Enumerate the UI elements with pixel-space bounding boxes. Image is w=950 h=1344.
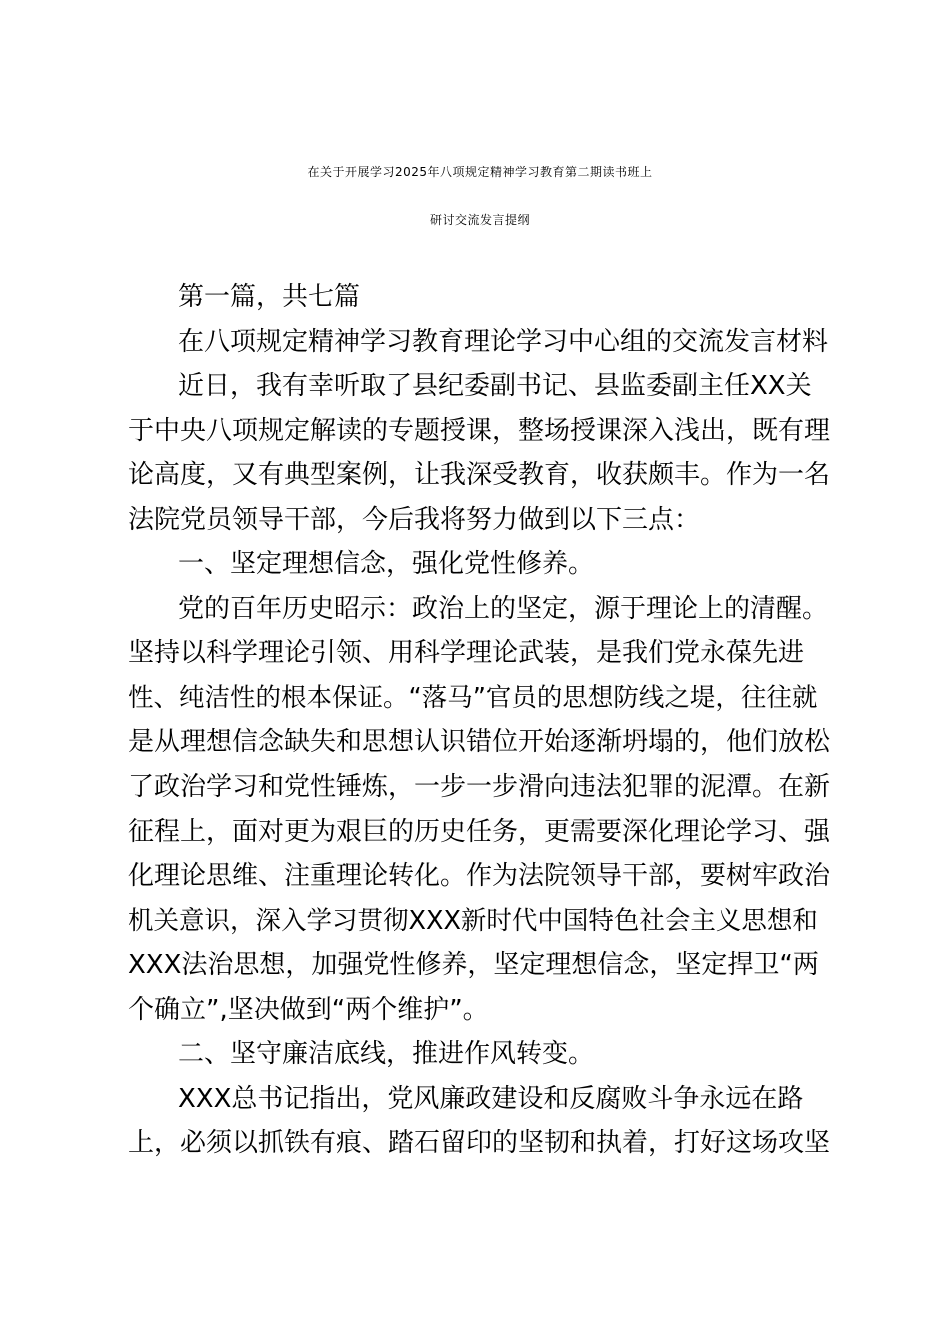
document-title-line-2: 研讨交流发言提纲 — [429, 213, 530, 227]
body-text-line: XXX法治思想，加强党性修养，坚定理想信念，坚定捍卫“两 — [128, 950, 819, 980]
section-heading: 一、坚定理想信念，强化党性修养。 — [178, 549, 595, 579]
subtitle-line: 在八项规定精神学习教育理论学习中心组的交流发言材料 — [178, 327, 829, 357]
section-label: 第一篇，共七篇 — [178, 282, 361, 312]
body-text-line: 坚持以科学理论引领、用科学理论武装，是我们党永葆先进 — [128, 638, 805, 668]
body-text-line: 机关意识，深入学习贯彻XXX新时代中国特色社会主义思想和 — [128, 906, 818, 936]
body-text-line: 于中央八项规定解读的专题授课，整场授课深入浅出，既有理 — [128, 416, 831, 446]
body-text-line: 上，必须以抓铁有痕、踏石留印的坚韧和执着，打好这场攻坚 — [128, 1128, 831, 1158]
body-text-line: 近日，我有幸听取了县纪委副书记、县监委副主任XX关 — [178, 371, 812, 401]
body-text-line: XXX总书记指出，党风廉政建设和反腐败斗争永远在路 — [178, 1084, 804, 1114]
body-text-line: 化理论思维、注重理论转化。作为法院领导干部，要树牢政治 — [128, 861, 831, 891]
body-text-line: 了政治学习和党性锤炼，一步一步滑向违法犯罪的泥潭。在新 — [128, 772, 831, 802]
body-text-line: 征程上，面对更为艰巨的历史任务，更需要深化理论学习、强 — [128, 817, 831, 847]
document-title-line-1: 在关于开展学习2025年八项规定精神学习教育第二期读书班上 — [307, 165, 653, 179]
body-text-line: 党的百年历史昭示：政治上的坚定，源于理论上的清醒。 — [178, 594, 829, 624]
body-text-line: 是从理想信念缺失和思想认识错位开始逐渐坍塌的，他们放松 — [128, 727, 831, 757]
section-heading: 二、坚守廉洁底线，推进作风转变。 — [178, 1039, 595, 1069]
body-text-line: 论高度，又有典型案例，让我深受教育，收获颇丰。作为一名 — [128, 460, 831, 490]
body-text-line: 法院党员领导干部，今后我将努力做到以下三点： — [128, 505, 701, 535]
body-text-line: 性、纯洁性的根本保证。“落马”官员的思想防线之堤，往往就 — [128, 683, 818, 713]
body-text-line: 个确立”,坚决做到“两个维护”。 — [128, 995, 489, 1025]
